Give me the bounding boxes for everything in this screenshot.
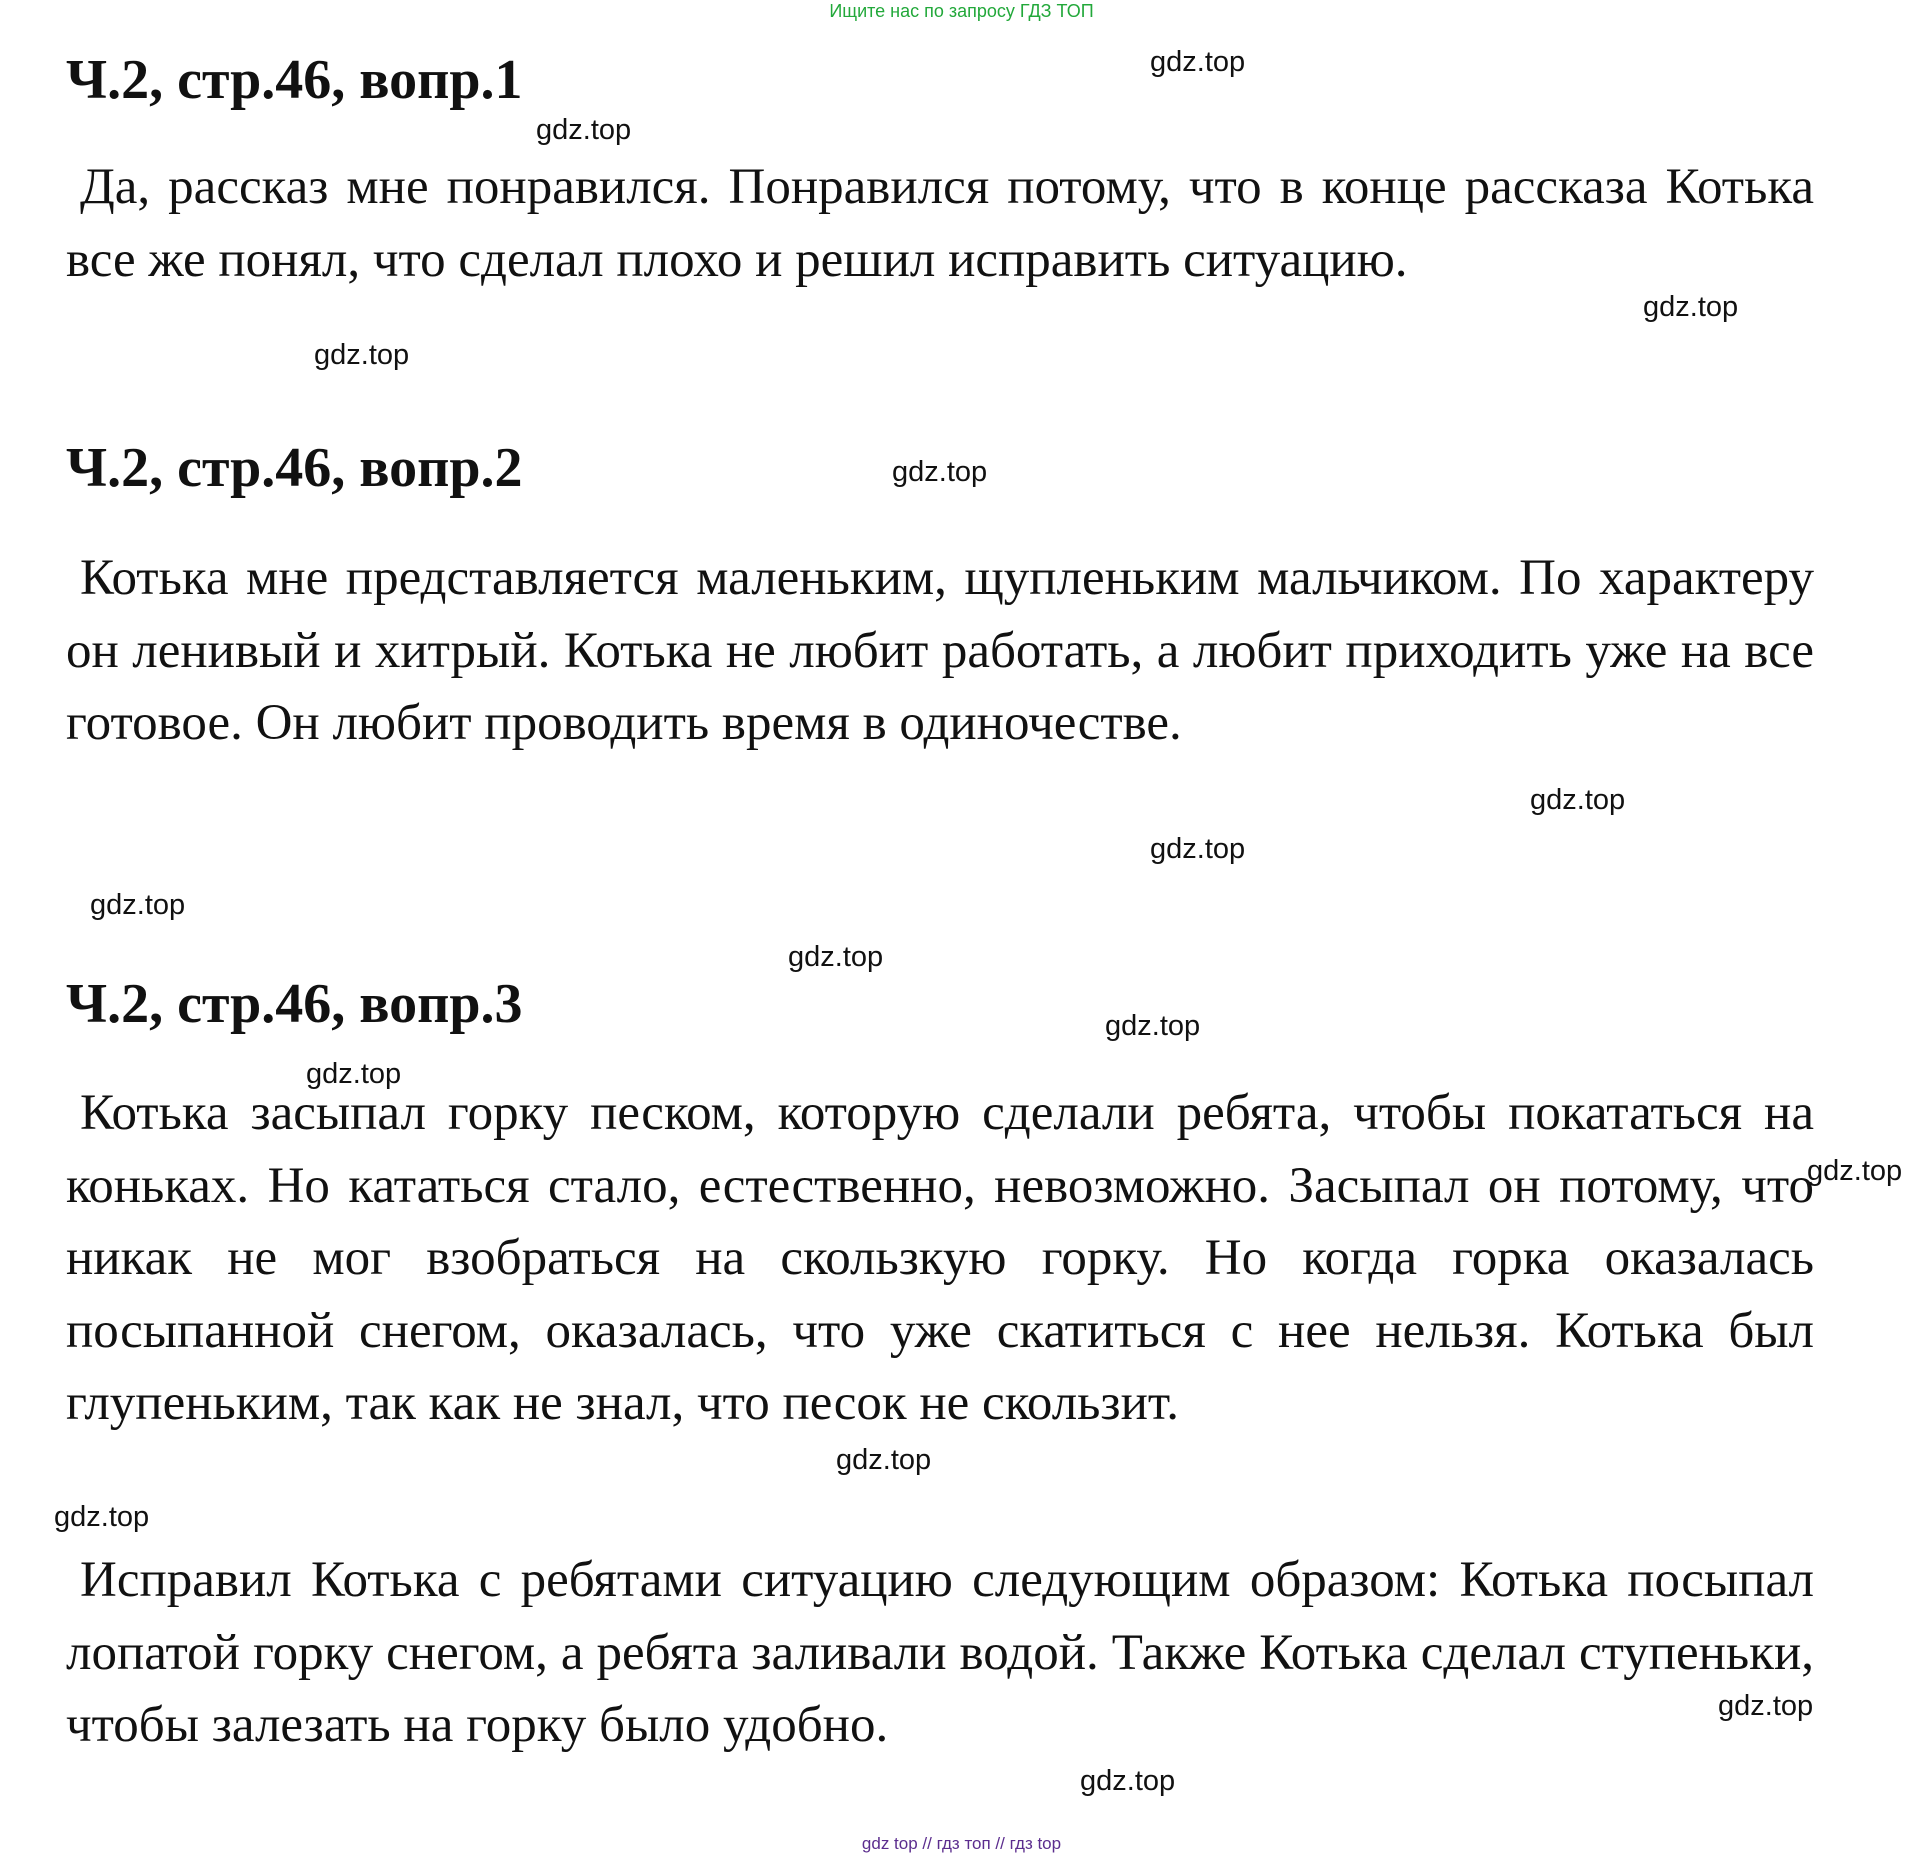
watermark: gdz.top xyxy=(1530,784,1626,816)
section-1-heading: Ч.2, стр.46, вопр.1 xyxy=(66,49,523,111)
watermark: gdz.top xyxy=(1080,1765,1176,1797)
watermark: gdz.top xyxy=(836,1444,932,1476)
watermark: gdz.top xyxy=(306,1058,402,1090)
watermark: gdz.top xyxy=(1807,1155,1903,1187)
section-2-heading: Ч.2, стр.46, вопр.2 xyxy=(66,437,523,499)
top-banner: Ищите нас по запросу ГДЗ ТОП xyxy=(829,1,1094,21)
watermark: gdz.top xyxy=(1150,46,1246,78)
watermark: gdz.top xyxy=(536,114,632,146)
watermark: gdz.top xyxy=(314,339,410,371)
watermark: gdz.top xyxy=(90,889,186,921)
watermark: gdz.top xyxy=(1105,1010,1201,1042)
watermark: gdz.top xyxy=(788,941,884,973)
section-3-heading: Ч.2, стр.46, вопр.3 xyxy=(66,973,523,1035)
bottom-banner: gdz top // гдз топ // гдз top xyxy=(861,1834,1062,1853)
watermark: gdz.top xyxy=(1150,833,1246,865)
section-2-paragraph: Котька мне представляется маленьким, щупленьким мальчиком. По характеру он ленивый и хитрый. Котька не любит работать, а любит приходить уже на все готовое. Он любит проводить время в одиночестве. xyxy=(66,550,1814,751)
section-3-paragraph-1: Котька засыпал горку песком, которую сделали ребята, чтобы покататься на коньках. Но кататься стало, естественно, невозможно. Засыпал он потому, что никак не мог взобраться на скользкую горку. Но когда горка оказалась посыпанной снегом, оказалась, что уже скатиться с нее нельзя. Котька был глупеньким, так как не знал, что песок не скользит. xyxy=(66,1085,1814,1431)
section-3-paragraph-2: Исправил Котька с ребятами ситуацию следующим образом: Котька посыпал лопатой горку снегом, а ребята заливали водой. Также Котька сделал ступеньки, чтобы залезать на горку было удобно. xyxy=(66,1552,1814,1753)
watermark: gdz.top xyxy=(1718,1690,1814,1722)
watermark: gdz.top xyxy=(1643,291,1739,323)
watermark: gdz.top xyxy=(892,456,988,488)
watermark: gdz.top xyxy=(54,1501,150,1533)
section-1-paragraph: Да, рассказ мне понравился. Понравился потому, что в конце рассказа Котька все же понял, что сделал плохо и решил исправить ситуацию. xyxy=(66,159,1814,288)
